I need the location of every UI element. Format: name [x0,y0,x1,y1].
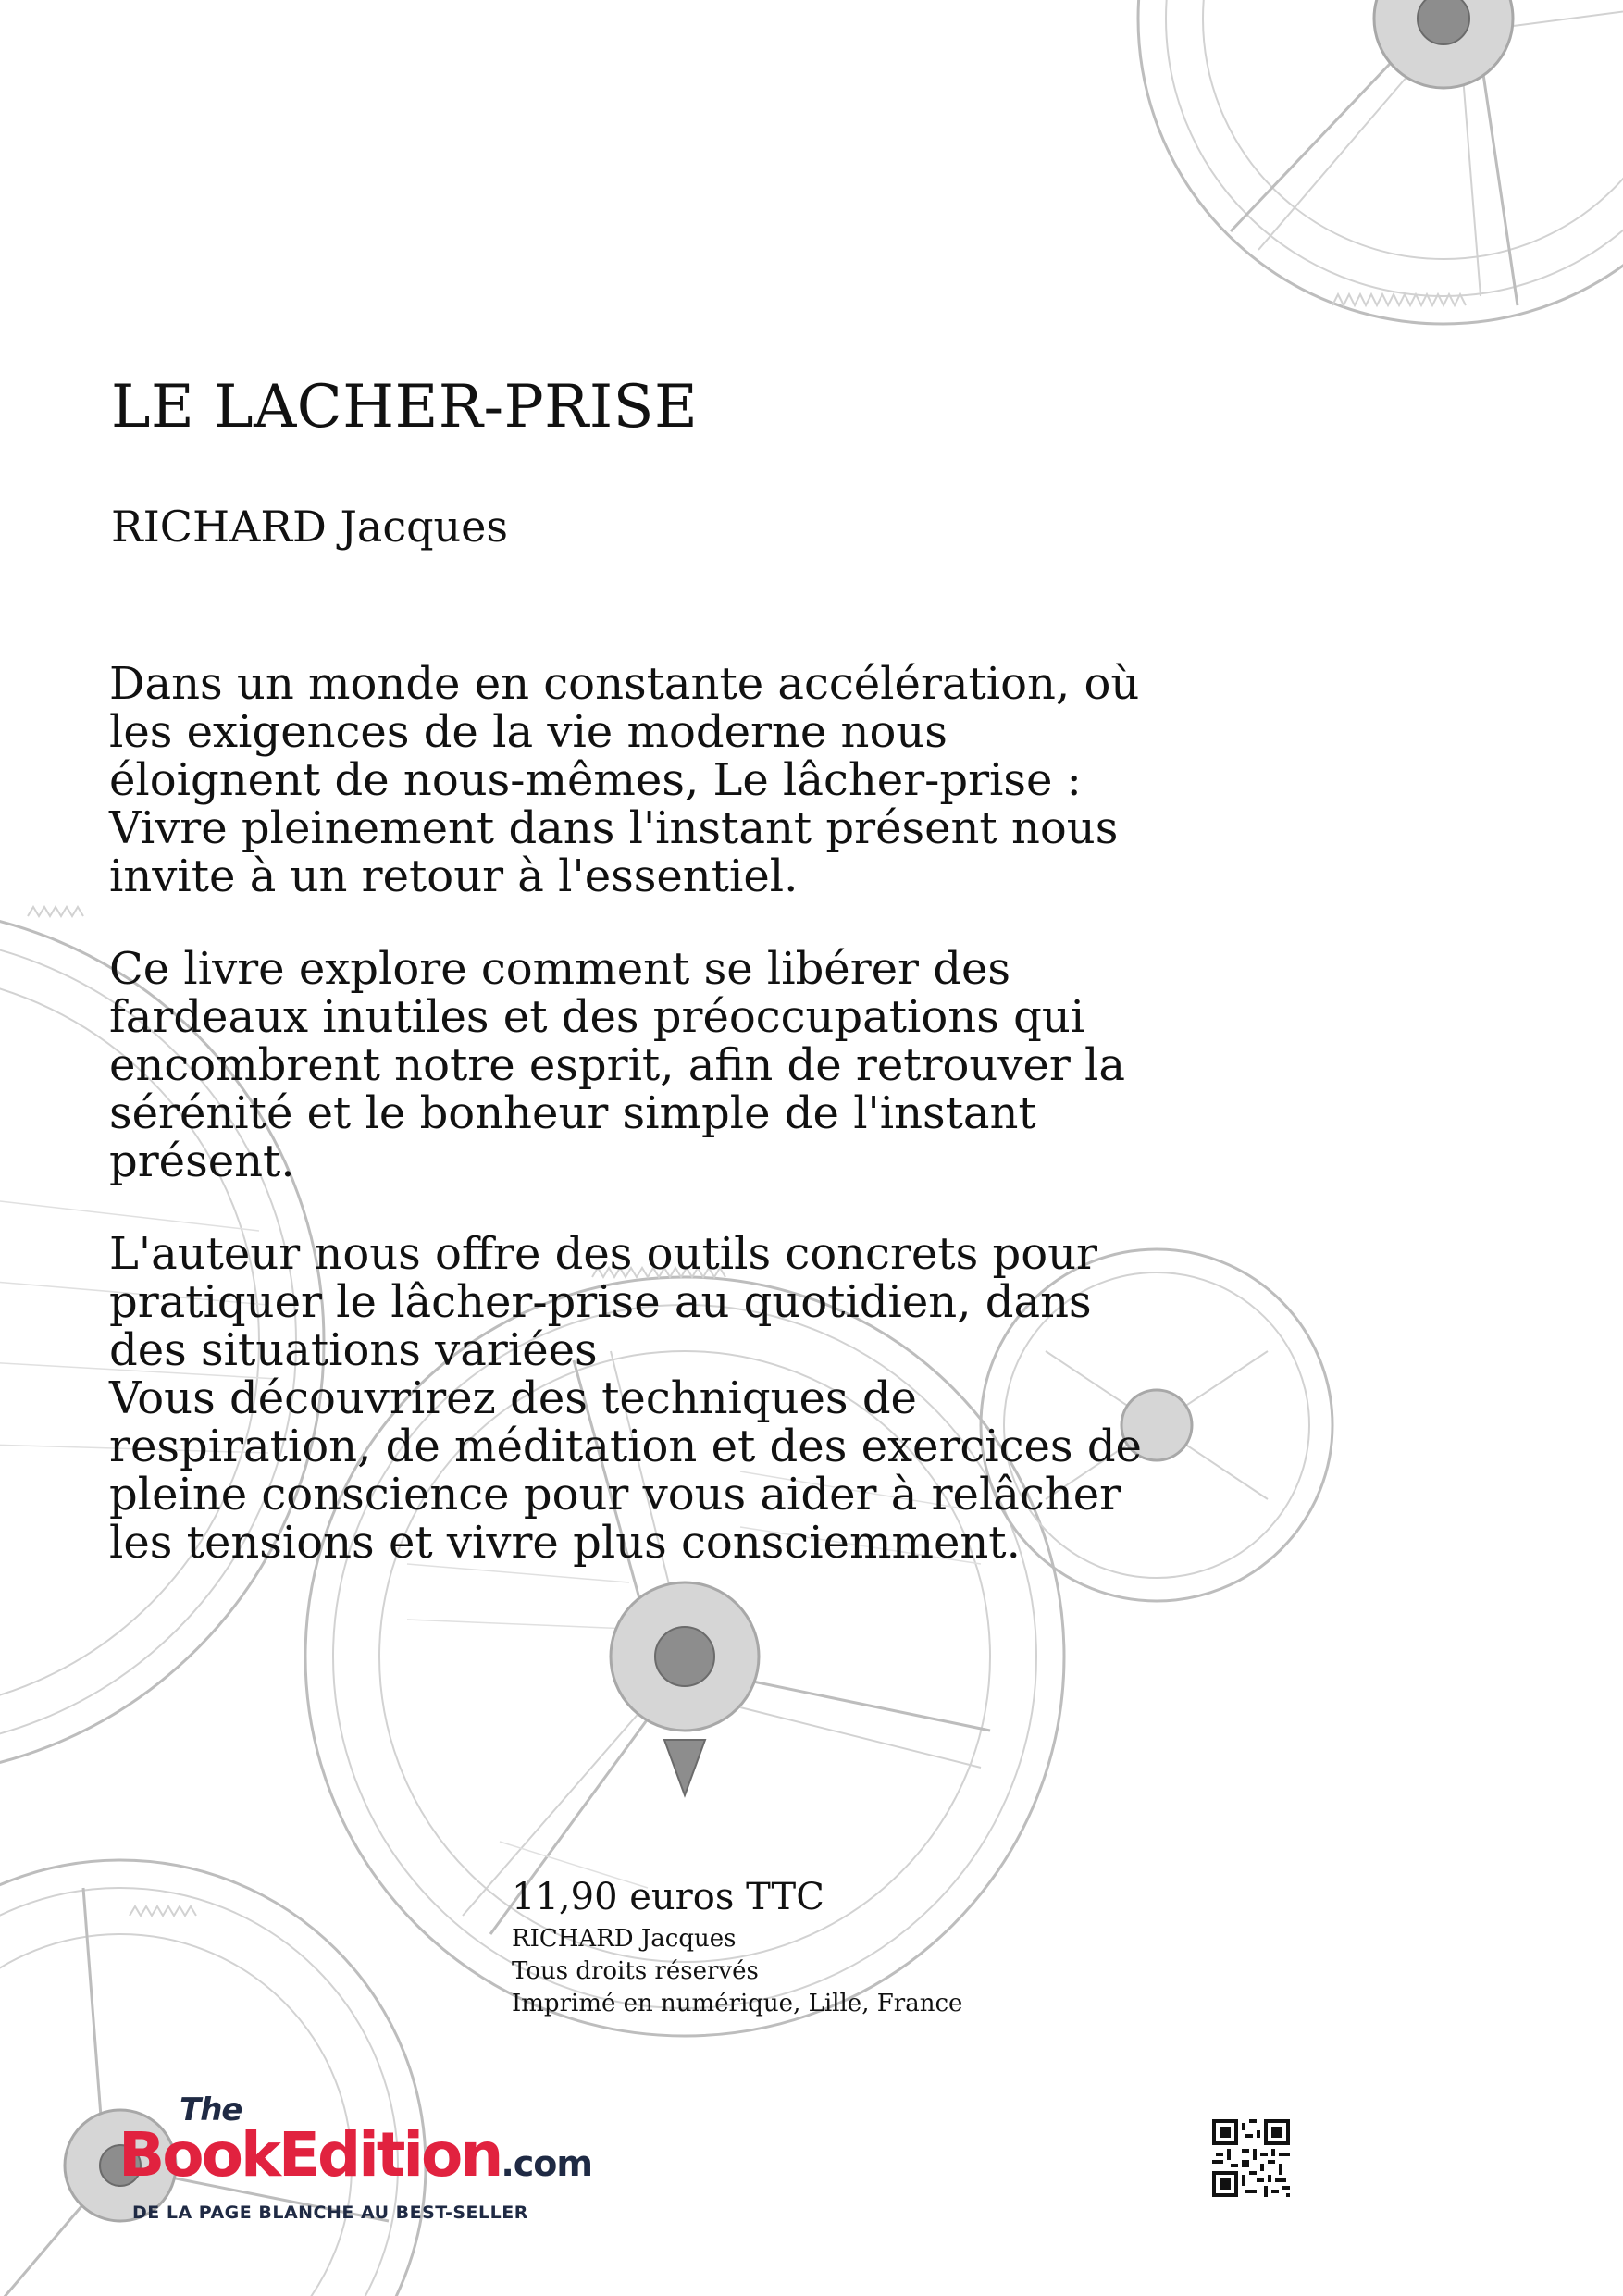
price: 11,90 euros TTC [512,1876,824,1918]
blurb-paragraph: Ce livre explore comment se libérer des fardeaux inutiles et des préoccupations qui encombrent notre esprit, afin de retrouver la sérénité et le bonheur simple de l'instant présent. [109,943,1126,1187]
book-title: LE LACHER-PRISE [111,373,699,441]
logo-tagline: DE LA PAGE BLANCHE AU BEST-SELLER [132,2203,528,2223]
book-author: RICHARD Jacques [111,502,509,552]
rights-notice: Tous droits réservés [512,1957,759,1985]
blurb [109,660,1220,1611]
logo-brand-name: BookEdition [118,2119,502,2191]
logo-brand [118,2119,592,2191]
logo-domain: .com [501,2143,593,2184]
printing-notice: Imprimé en numérique, Lille, France [512,1990,963,2017]
qr-code-icon [1212,2119,1290,2197]
blurb-paragraph: Dans un monde en constante accélération, où les exigences de la vie moderne nous éloignent de nous-mêmes, Le lâcher-prise : Vivre pleinement dans l'instant présent nous invite à un retour à l'essentiel. [109,658,1140,902]
colophon [512,1877,962,2020]
blurb-paragraph: L'auteur nous offre des outils concrets pour pratiquer le lâcher-prise au quotidien, dans des situations variées Vous découvrirez des techniques de respiration, de méditation et des exercices de pleine conscience pour vous aider à relâcher les tensions et vivre plus consciemment. [109,1228,1142,1569]
logo-the: The [180,2091,242,2128]
colophon-author: RICHARD Jacques [512,1925,737,1953]
publisher-logo [109,2091,664,2223]
